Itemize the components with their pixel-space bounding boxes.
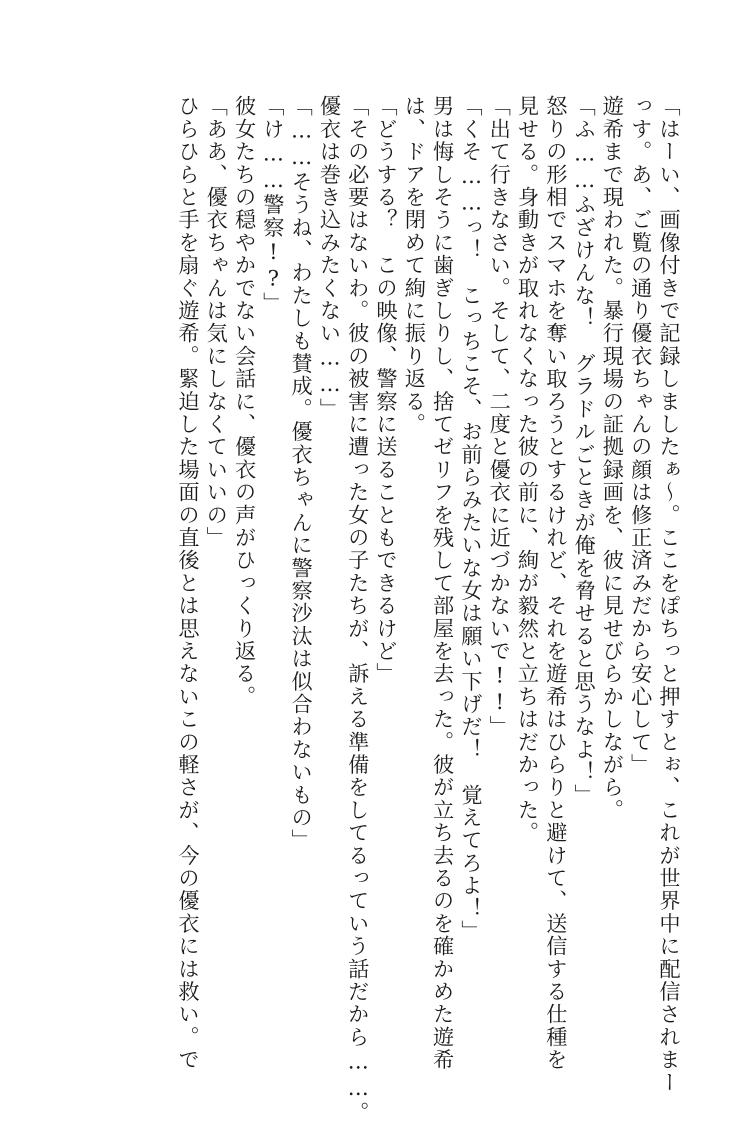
text-line: 見せる。身動きが取れなくなった彼の前に、絢が毅然と立ちはだかった。 xyxy=(515,95,541,845)
text-line: 「ふ……ふざけんな！ グラドルごときが俺を脅せると思うなよ！」 xyxy=(572,95,598,807)
text-line: 男は悔しそうに歯ぎしりし、捨てゼリフを残して部屋を去った。彼が立ち去るのを確かめた遊希 xyxy=(430,95,456,1072)
text-line: は、ドアを閉めて絢に振り返る。 xyxy=(402,95,428,436)
text-line: 彼女たちの穏やかでない会話に、優衣の声がひっくり返る。 xyxy=(232,95,258,708)
text-line: 「くそ……っ！ こっちこそ、お前らみたいな女は願い下げだ！ 覚えてろよ！」 xyxy=(458,95,484,943)
text-line: 「ああ、優衣ちゃんは気にしなくていいの」 xyxy=(204,95,230,549)
text-line: 「はーい、画像付きで記録しましたぁ〜。ここをぽちっと押すとぉ、これが世界中に配信されまー xyxy=(657,95,682,1094)
vertical-text-block xyxy=(171,95,682,1124)
text-line: 「その必要はないわ。彼の被害に遭った女の子たちが、訴える準備をしてるっていう話だから……。 xyxy=(345,95,371,1124)
text-line: 「出て行きなさい。そして、二度と優衣に近づかないで!!」 xyxy=(487,95,513,739)
text-line: ひらひらと手を扇ぐ遊希。緊迫した場面の直後とは思えないこの軽さが、今の優衣には救い。で xyxy=(175,95,201,1072)
text-line: 「……そうね、わたしも賛成。優衣ちゃんに警察沙汰は似合わないもの」 xyxy=(289,95,315,852)
text-line: 「け……警察!?」 xyxy=(260,95,286,315)
text-line: 優衣は巻き込みたくない……」 xyxy=(317,95,343,421)
text-line: 遊希まで現われた。暴行現場の証拠録画を、彼に見せびらかしながら。 xyxy=(600,95,626,822)
text-line: 「どうする？ この映像、警察に送ることもできるけど」 xyxy=(374,95,400,686)
text-line: 怒りの形相でスマホを奪い取ろうとするけれど、それを遊希はひらりと避けて、送信する仕種を xyxy=(543,95,569,1072)
text-line: っす。あ、ご覧の通り優衣ちゃんの顔は修正済みだから安心して」 xyxy=(628,95,654,776)
